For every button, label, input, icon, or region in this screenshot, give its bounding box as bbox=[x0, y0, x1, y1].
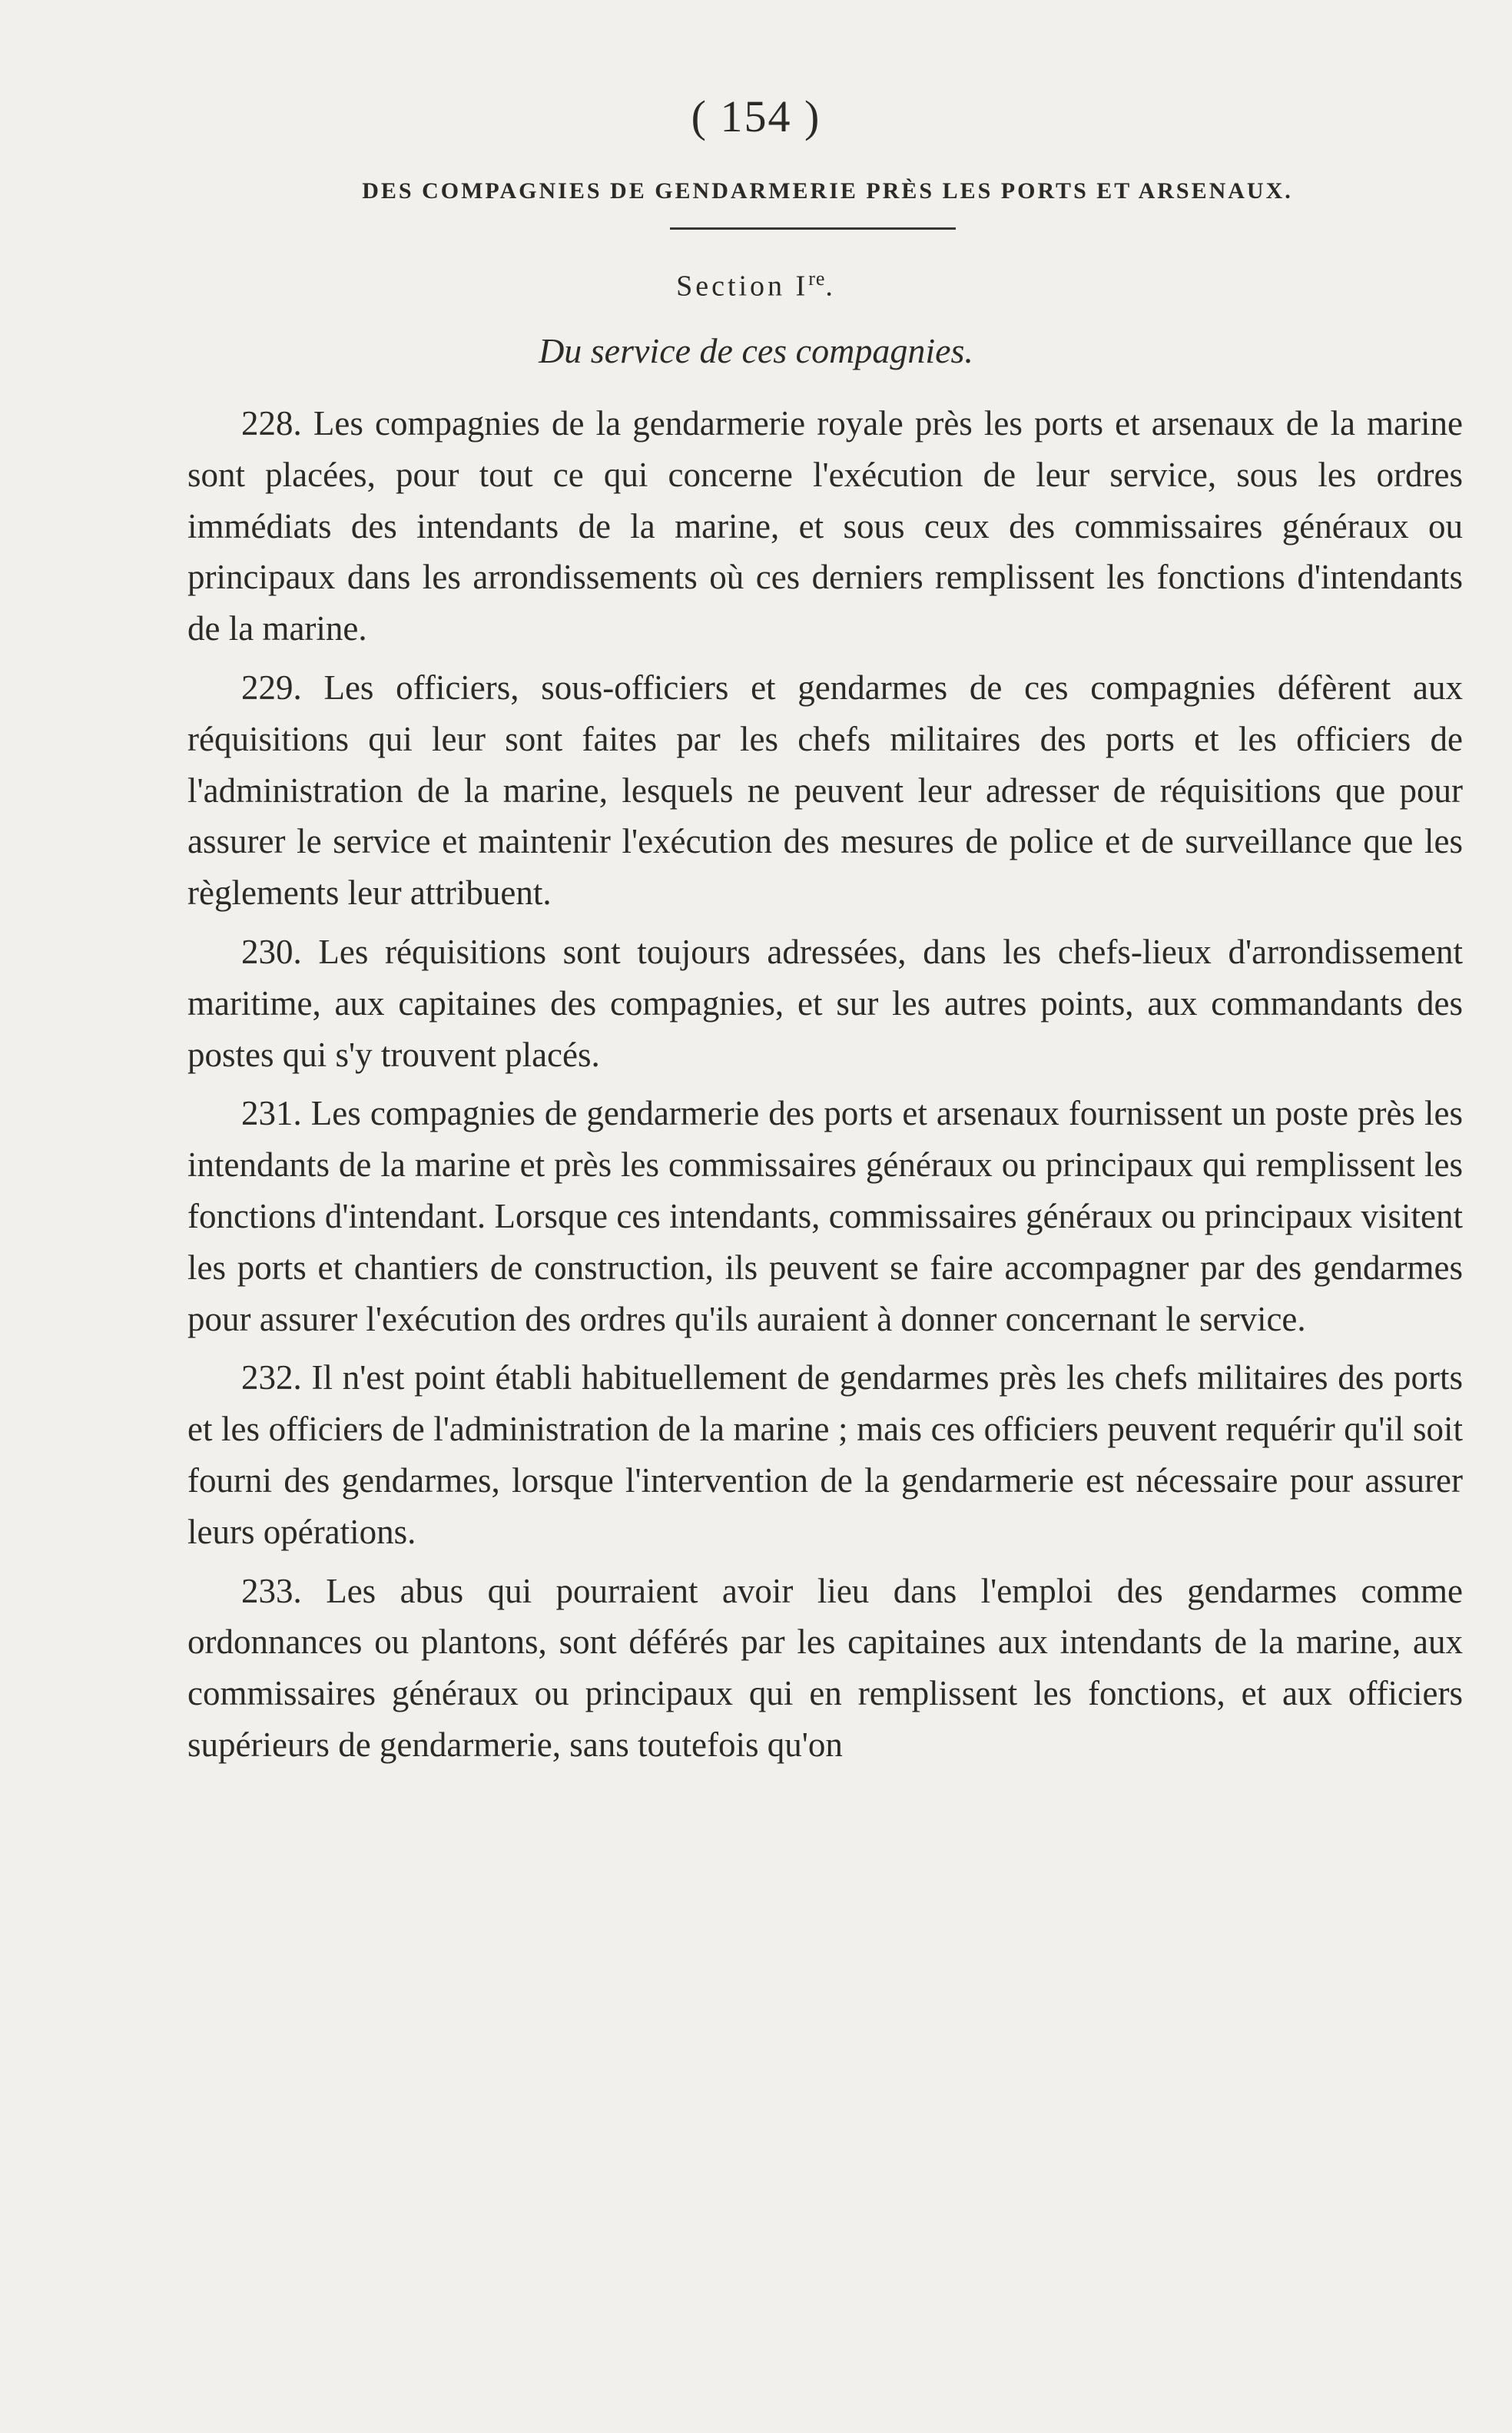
section-label-superscript: re bbox=[808, 267, 826, 290]
article-228: 228. Les compagnies de la gendarmerie royale près les ports et arsenaux de la marine sont placées, pour tout ce qui concerne l'exécution de leur service, sous les ordres immédiats des intendants de la marine, et sous ceux des commissaires généraux ou principaux dans les arrondissements où ces derniers remplissent les fonctions d'intendants de la marine. bbox=[187, 404, 1463, 648]
section-title: Du service de ces compagnies. bbox=[539, 331, 973, 370]
section-label-period: . bbox=[825, 270, 836, 303]
page-number: ( 154 ) bbox=[691, 91, 821, 141]
article-230: 230. Les réquisitions sont toujours adressées, dans les chefs-lieux d'arrondissement maritime, aux capitaines des compagnies, et sur les autres points, aux commandants des postes qui s'y trouvent placés. bbox=[187, 932, 1463, 1074]
section-label: Section I bbox=[676, 270, 809, 303]
running-head: DES COMPAGNIES DE GENDARMERIE PRÈS LES PORTS ET ARSENAUX. bbox=[362, 178, 1293, 204]
section-heading bbox=[0, 267, 1512, 303]
divider-rule bbox=[670, 227, 956, 230]
article-231: 231. Les compagnies de gendarmerie des ports et arsenaux fournissent un poste près les intendants de la marine et près les commissaires généraux ou principaux qui remplissent les fonctions d'intendant. Lorsque ces intendants, commissaires généraux ou principaux visitent les ports et chantiers de construction, ils peuvent se faire accompagner par des gendarmes pour assurer l'exécution des ordres qu'ils auraient à donner concernant le service. bbox=[187, 1094, 1463, 1338]
article-229: 229. Les officiers, sous-officiers et gendarmes de ces compagnies défèrent aux réquisitions qui leur sont faites par les chefs militaires des ports et les officiers de l'administration de la marine, lesquels ne peuvent leur adresser de réquisitions que pour assurer le service et maintenir l'exécution des mesures de police et de surveillance que les règlements leur attribuent. bbox=[187, 668, 1463, 913]
article-233: 233. Les abus qui pourraient avoir lieu dans l'emploi des gendarmes comme ordonnances ou plantons, sont déférés par les capitaines aux intendants de la marine, aux commissaires généraux ou principaux qui en remplissent les fonctions, et aux officiers supérieurs de gendarmerie, sans toutefois qu'on bbox=[187, 1571, 1463, 1764]
body-text bbox=[187, 398, 1463, 1778]
article-232: 232. Il n'est point établi habituellement de gendarmes près les chefs militaires des ports et les officiers de l'administration de la marine ; mais ces officiers peuvent requérir qu'il soit fourni des gendarmes, lorsque l'intervention de la gendarmerie est nécessaire pour assurer leurs opérations. bbox=[187, 1358, 1463, 1551]
